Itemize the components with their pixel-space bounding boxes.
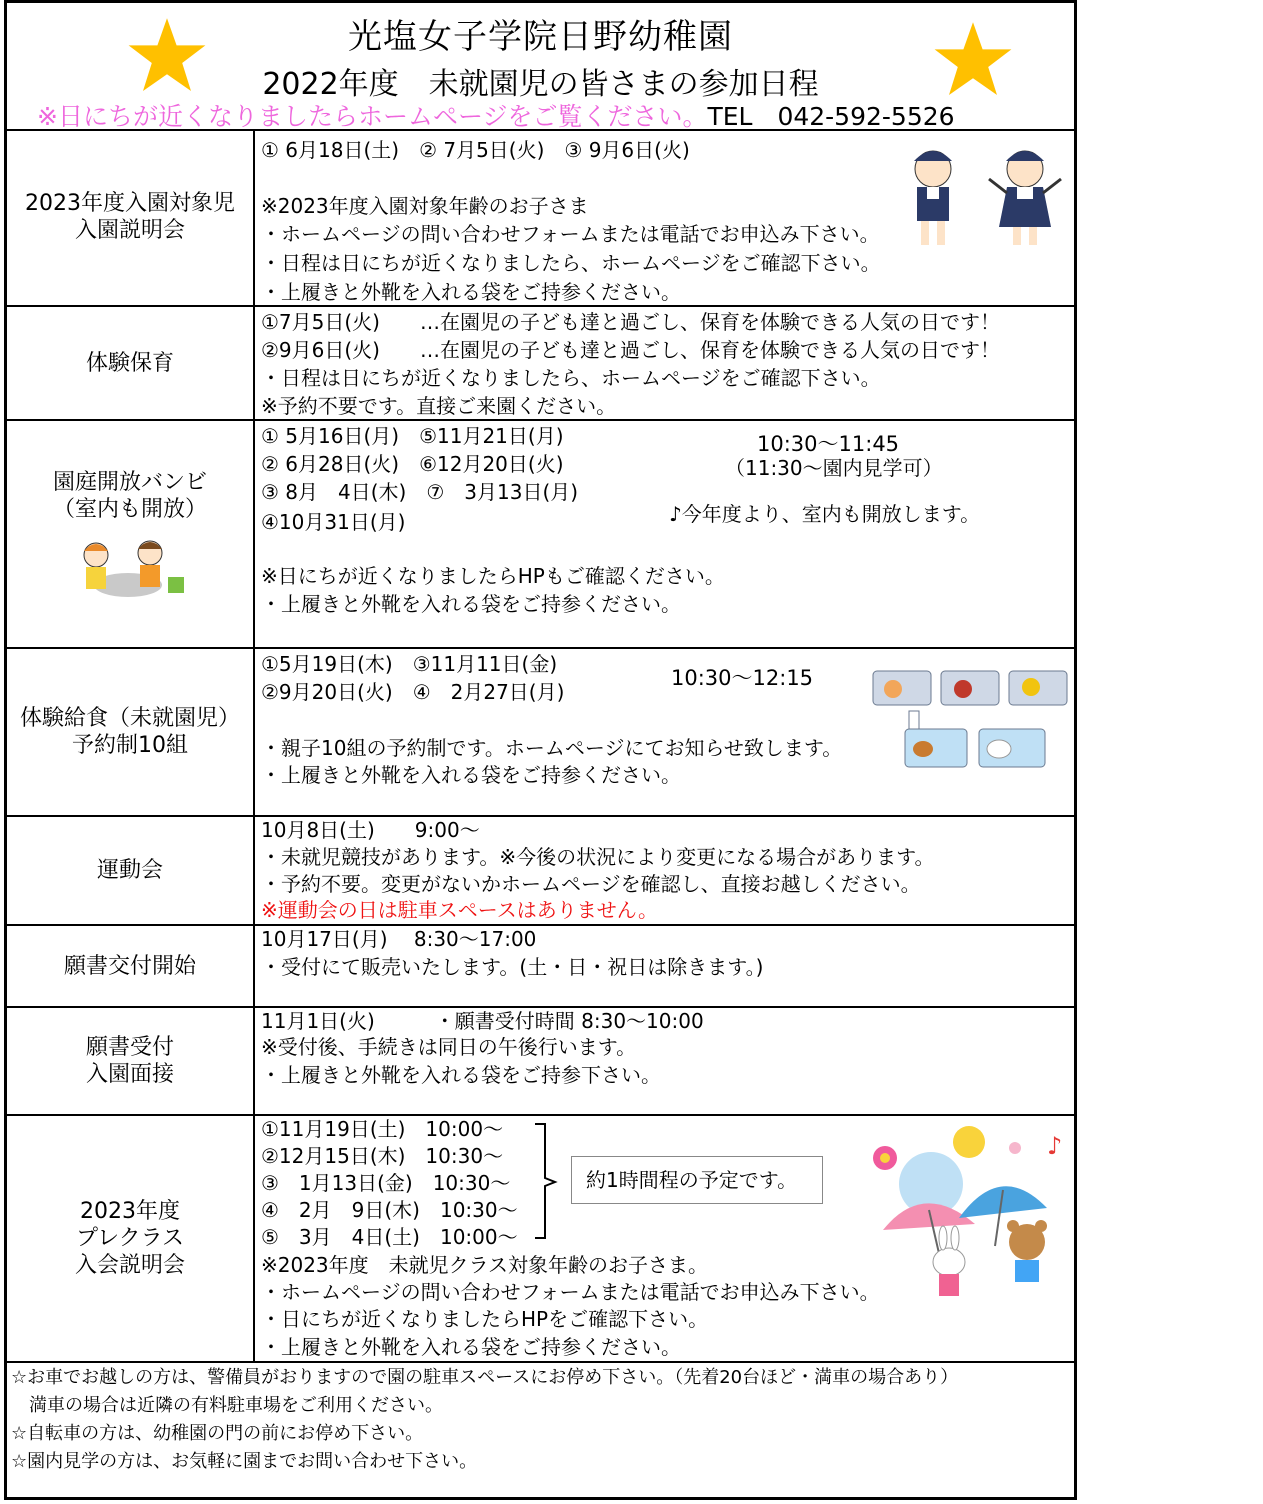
dates-line: ① 6月18日(土) ② 7月5日(火) ③ 9月6日(火) xyxy=(261,138,690,162)
content-line: ※日にちが近くなりましたらHPもご確認ください。 xyxy=(261,564,725,588)
content-line: ・上履きと外靴を入れる袋をご持参ください。 xyxy=(261,280,681,304)
svg-text:♪: ♪ xyxy=(1047,1132,1063,1160)
label-line: 運動会 xyxy=(96,858,163,883)
sandbox-children-illustration xyxy=(70,537,190,599)
content-line: ※2023年度入園対象年齢のお子さま xyxy=(261,194,589,218)
section-sports-day xyxy=(7,817,1074,926)
section-label xyxy=(7,649,255,815)
content-line: ※予約不要です。直接ご来園ください。 xyxy=(261,394,617,418)
time-text: 10:30～12:15 xyxy=(671,666,814,690)
section-trial-lunch xyxy=(7,649,1074,817)
section-content xyxy=(257,649,1074,815)
header xyxy=(7,3,1074,131)
label-line: 願書受付 xyxy=(85,1035,174,1060)
footer-line: 満車の場合は近隣の有料駐車場をご利用ください。 xyxy=(11,1395,443,1416)
umbrella-animals-illustration xyxy=(863,1122,1073,1308)
content-line: ②9月6日(火) …在園児の子ども達と過ごし、保育を体験できる人気の日です！ xyxy=(261,338,1000,362)
duration-box xyxy=(571,1156,823,1204)
notice-text: ※日にちが近くなりましたらホームページをご覧ください。 xyxy=(37,102,708,131)
page-title: 光塩女子学院日野幼稚園 xyxy=(348,17,733,57)
dates-line: 10月8日(土) 9:00～ xyxy=(261,818,480,842)
dates-line: ② 6月28日(火) ⑥12月20日(火) xyxy=(261,452,564,476)
dates-line: ① 5月16日(月) ⑤11月21日(月) xyxy=(261,424,564,448)
section-label xyxy=(7,421,255,647)
dates-line: 11月1日(火) ・願書受付時間 8:30～10:00 xyxy=(261,1009,704,1033)
footer-line: ☆自転車の方は、幼稚園の門の前にお停め下さい。 xyxy=(11,1423,424,1444)
section-content xyxy=(257,1008,1074,1114)
label-line: 入園説明会 xyxy=(74,218,185,243)
page-subtitle: 2022年度 未就園児の皆さまの参加日程 xyxy=(262,67,819,102)
section-trial-childcare xyxy=(7,307,1074,421)
extra-note: ♪今年度より、室内も開放します。 xyxy=(669,502,981,526)
content-line: ・親子10組の予約制です。ホームページにてお知らせ致します。 xyxy=(261,736,843,760)
label-line: プレクラス xyxy=(75,1226,185,1251)
section-content xyxy=(257,1116,1074,1361)
content-line: ※受付後、手続きは同日の午後行います。 xyxy=(261,1035,637,1059)
label-line: 体験保育 xyxy=(85,350,174,376)
section-label xyxy=(7,1008,255,1114)
section-content xyxy=(257,817,1074,924)
time-text: 10:30～11:45 xyxy=(757,432,900,456)
section-content xyxy=(257,421,1074,647)
duration-note: 約1時間程の予定です。 xyxy=(586,1168,798,1192)
section-garden-open xyxy=(7,421,1074,649)
dates-line: ③ 1月13日(金) 10:30～ xyxy=(261,1171,511,1195)
dates-line: ③ 8月 4日(木) ⑦ 3月13日(月) xyxy=(261,480,579,504)
content-line: ・予約不要。変更がないかホームページを確認し、直接お越しください。 xyxy=(261,872,921,896)
dates-line: ①11月19日(土) 10:00～ xyxy=(261,1117,504,1141)
content-line: ・ホームページの問い合わせフォームまたは電話でお申込み下さい。 xyxy=(261,1280,880,1304)
dates-line: ②9月20日(火) ④ 2月27日(月) xyxy=(261,680,565,704)
section-content xyxy=(257,926,1074,1006)
bracket-mark xyxy=(533,1122,561,1240)
dates-line: ④10月31日(月) xyxy=(261,510,406,534)
label-line: 体験給食（未就園児） xyxy=(19,706,240,731)
footer-line: ☆お車でお越しの方は、警備員がおりますので園の駐車スペースにお停め下さい。（先着20台ほど・満車の場合あり） xyxy=(11,1367,959,1388)
section-label xyxy=(7,307,255,419)
dates-line: ①5月19日(木) ③11月11日(金) xyxy=(261,652,558,676)
content-line: ・上履きと外靴を入れる袋をご持参ください。 xyxy=(261,1335,681,1359)
content-line: ・受付にて販売いたします。(土・日・祝日は除きます。) xyxy=(261,955,764,979)
content-line: ・上履きと外靴を入れる袋をご持参下さい。 xyxy=(261,1063,661,1087)
section-label xyxy=(7,129,255,305)
section-content xyxy=(257,307,1074,419)
label-line: 入園面接 xyxy=(85,1062,174,1087)
content-line: ・上履きと外靴を入れる袋をご持参ください。 xyxy=(261,763,681,787)
label-line: 予約制10組 xyxy=(72,733,188,758)
school-lunch-illustration xyxy=(869,663,1074,775)
section-label xyxy=(7,926,255,1006)
schedule-sheet xyxy=(4,0,1077,1500)
dates-line: 10月17日(月) 8:30～17:00 xyxy=(261,927,537,951)
content-line: ・上履きと外靴を入れる袋をご持参ください。 xyxy=(261,592,681,616)
content-line: ・未就児競技があります。※今後の状況により変更になる場合があります。 xyxy=(261,845,935,869)
label-line: （室内も開放） xyxy=(52,497,207,522)
content-line: ・日程は日にちが近くなりましたら、ホームページをご確認下さい。 xyxy=(261,251,881,275)
label-line: 入会説明会 xyxy=(74,1253,185,1278)
dates-line: ②12月15日(木) 10:30～ xyxy=(261,1144,504,1168)
uniform-children-illustration xyxy=(897,139,1077,251)
content-line: ・日にちが近くなりましたらHPをご確認下さい。 xyxy=(261,1307,709,1331)
label-line: 園庭開放バンビ xyxy=(52,470,207,495)
section-label xyxy=(7,817,255,924)
label-line: 願書交付開始 xyxy=(63,953,196,979)
dates-line: ④ 2月 9日(木) 10:30～ xyxy=(261,1198,518,1222)
section-content xyxy=(257,129,1074,305)
content-line: ・日程は日にちが近くなりましたら、ホームページをご確認下さい。 xyxy=(261,366,881,390)
label-line: 2023年度入園対象児 xyxy=(25,191,235,216)
dates-line: ⑤ 3月 4日(土) 10:00～ xyxy=(261,1225,518,1249)
time-note: （11:30～園内見学可） xyxy=(725,456,943,480)
content-line: ・ホームページの問い合わせフォームまたは電話でお申込み下さい。 xyxy=(261,222,880,246)
footer-line: ☆園内見学の方は、お気軽に園までお問い合わせ下さい。 xyxy=(11,1451,478,1472)
tel-text: TEL 042-592-5526 xyxy=(707,102,955,131)
section-preclass-briefing xyxy=(7,1116,1074,1363)
section-application-distribution xyxy=(7,926,1074,1008)
content-line: ※2023年度 未就児クラス対象年齢のお子さま。 xyxy=(261,1253,709,1277)
content-line: ①7月5日(火) …在園児の子ども達と過ごし、保育を体験できる人気の日です！ xyxy=(261,310,1000,334)
section-application-interview xyxy=(7,1008,1074,1116)
label-line: 2023年度 xyxy=(80,1199,180,1224)
section-label xyxy=(7,1116,255,1361)
parking-warning: ※運動会の日は駐車スペースはありません。 xyxy=(261,898,658,922)
notice-line xyxy=(37,97,955,133)
section-admission-briefing xyxy=(7,129,1074,307)
